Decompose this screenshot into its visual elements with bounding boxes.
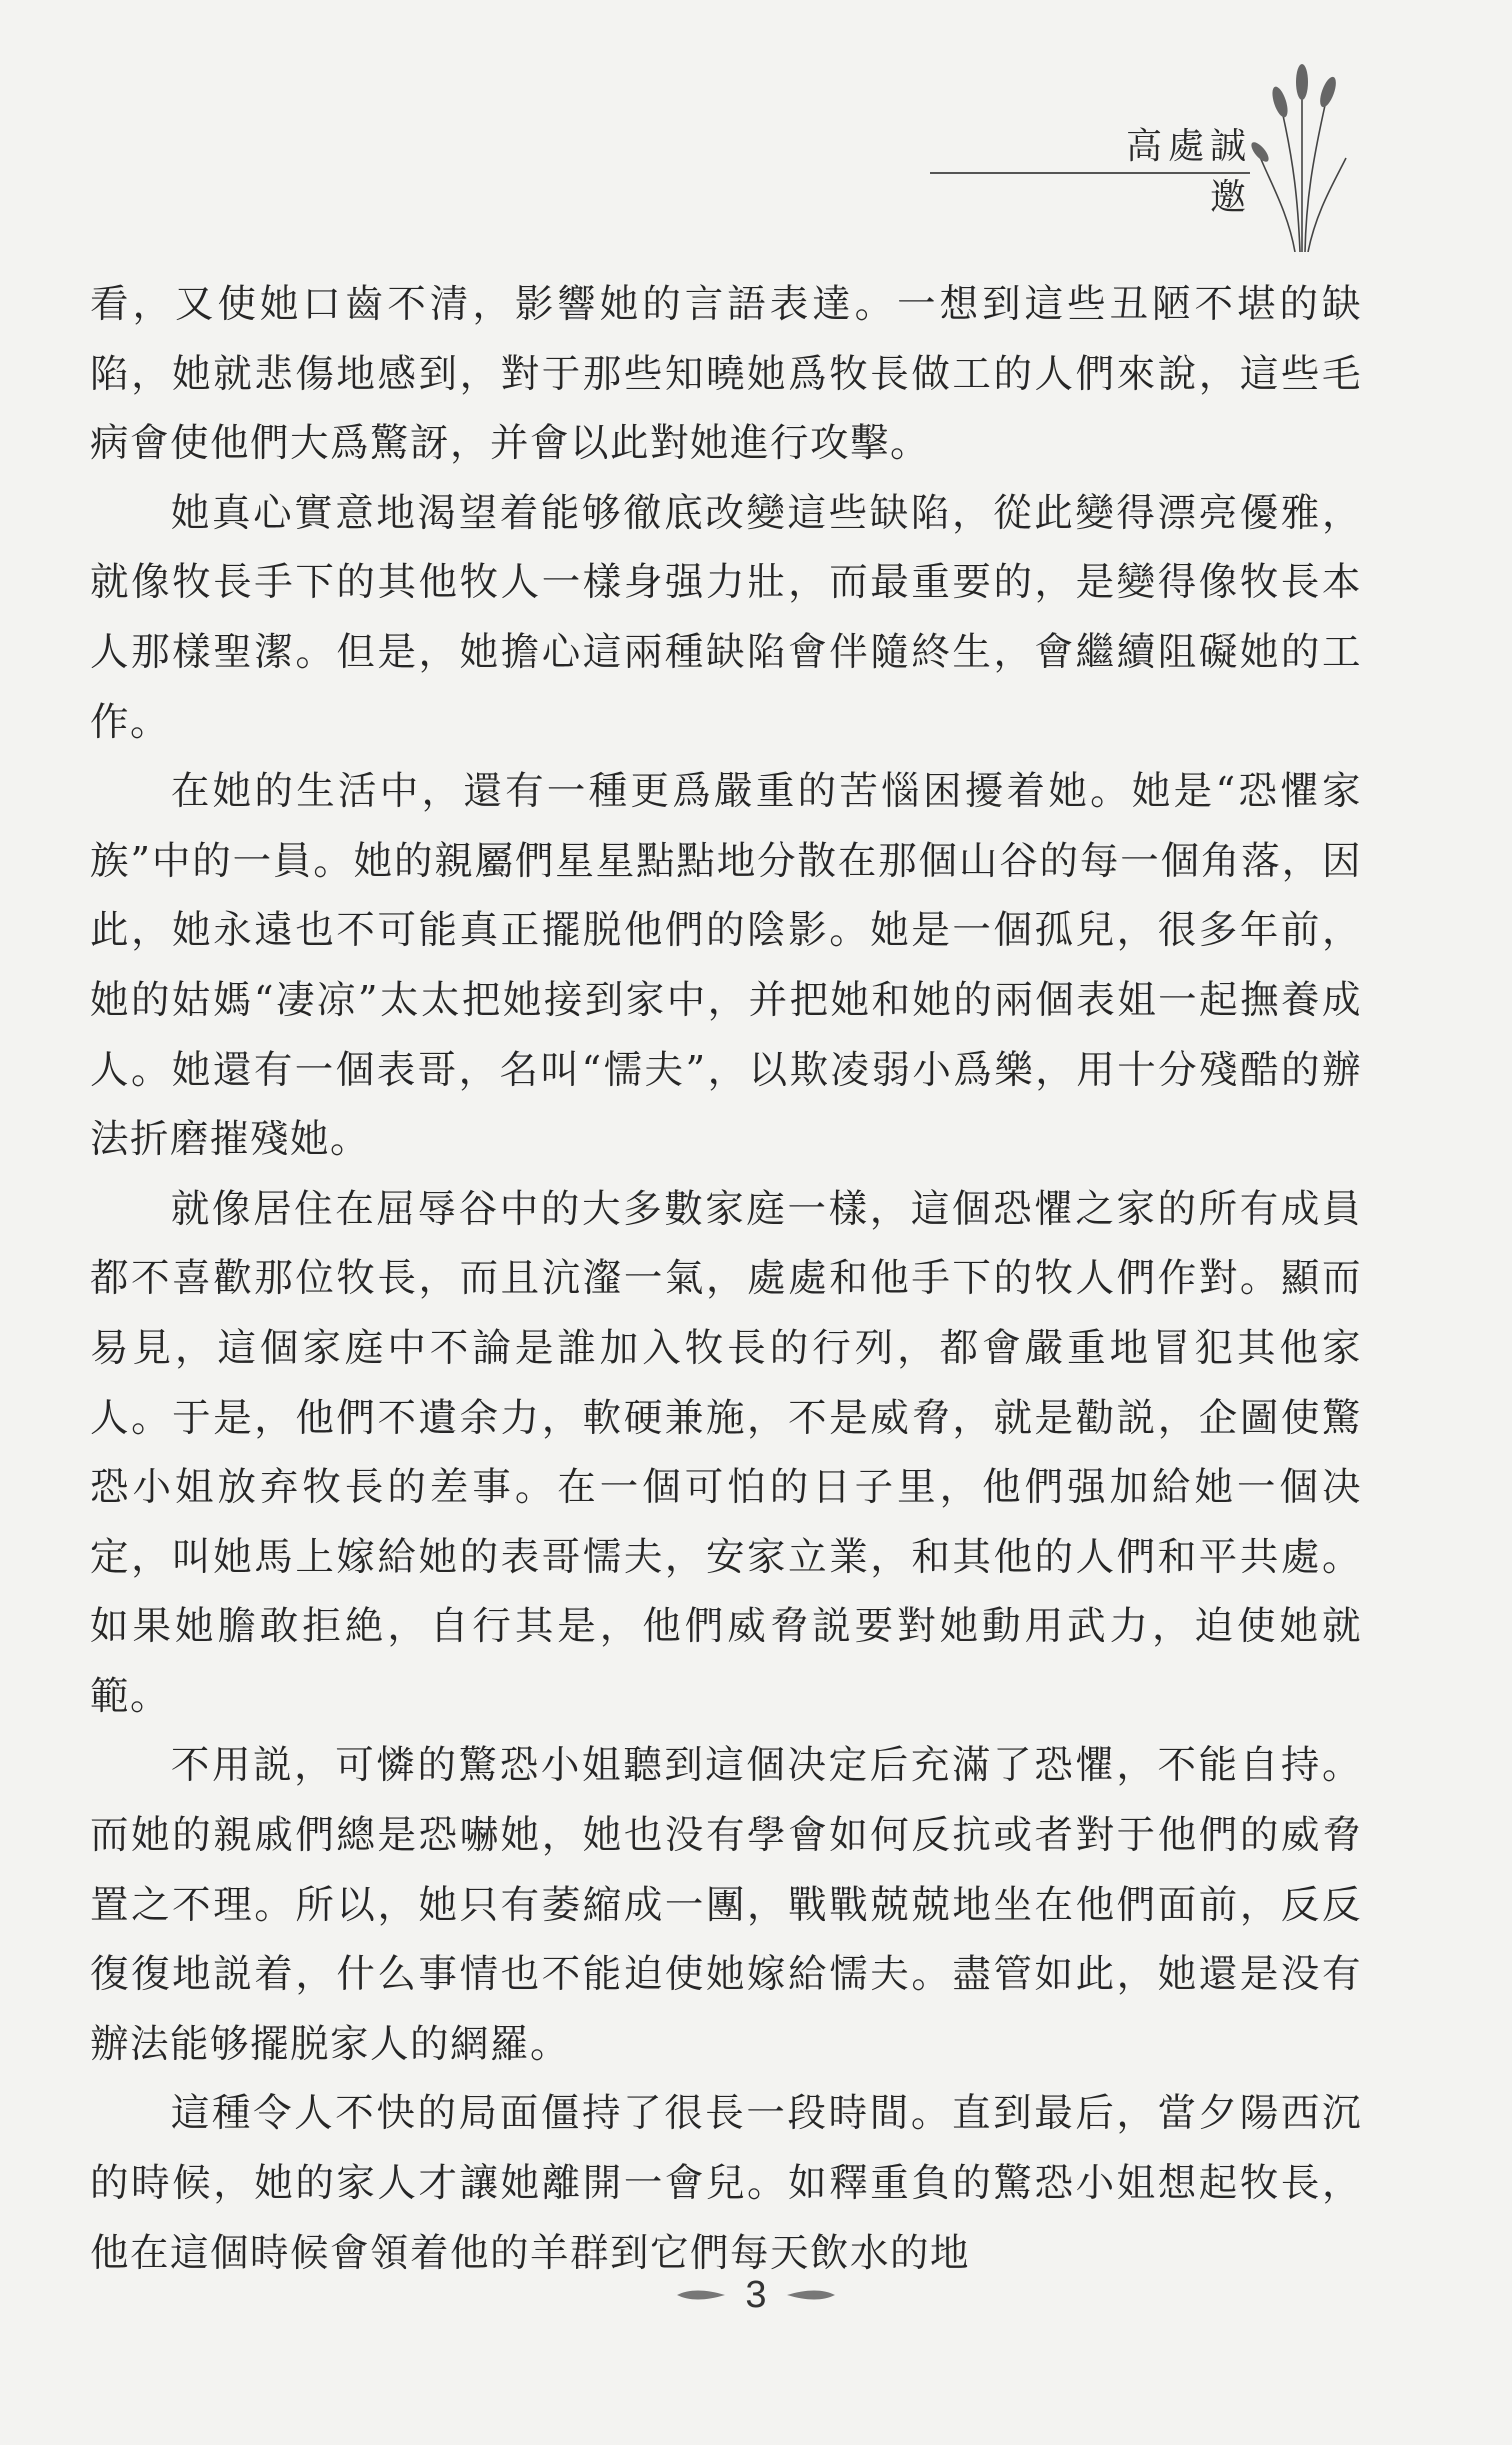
header-rule (930, 172, 1250, 174)
running-title: 高處誠邀 (1125, 126, 1252, 218)
right-ornament-icon (785, 2288, 837, 2302)
page-footer (0, 2270, 1512, 2320)
left-ornament-icon (675, 2288, 727, 2302)
paragraph-2: 她真心實意地渴望着能够徹底改變這些缺陷，從此變得漂亮優雅，就像牧長手下的其他牧人一樣身强力壯，而最重要的，是變得像牧長本人那樣聖潔。但是，她擔心這兩種缺陷會伴隨終生，會繼續阻礙她的工作。 (90, 490, 1362, 745)
paragraph-3: 在她的生活中，還有一種更爲嚴重的苦惱困擾着她。她是“恐懼家族”中的一員。她的親屬們星星點點地分散在那個山谷的每一個角落，因此，她永遠也不可能真正擺脱他們的陰影。她是一個孤兒，很多年前，她的姑媽“凄凉”太太把她接到家中，并把她和她的兩個表姐一起撫養成人。她還有一個表哥，名叫“懦夫”，以欺凌弱小爲樂，用十分殘酷的辦法折磨摧殘她。 (90, 769, 1362, 1163)
paragraph-6: 這種令人不快的局面僵持了很長一段時間。直到最后，當夕陽西沉的時候，她的家人才讓她離開一會兒。如釋重負的驚恐小姐想起牧長，他在這個時候會領着他的羊群到它們每天飲水的地 (90, 2091, 1362, 2276)
body-text (90, 270, 1362, 2288)
page-number: 3 (745, 2273, 767, 2316)
paragraph-1: 看，又使她口齒不清，影響她的言語表達。一想到這些丑陋不堪的缺陷，她就悲傷地感到，對于那些知曉她爲牧長做工的人們來說，這些毛病會使他們大爲驚訝，并會以此對她進行攻擊。 (90, 282, 1362, 467)
paragraph-4: 就像居住在屈辱谷中的大多數家庭一樣，這個恐懼之家的所有成員都不喜歡那位牧長，而且沆瀣一氣，處處和他手下的牧人們作對。顯而易見，這個家庭中不論是誰加入牧長的行列，都會嚴重地冒犯其他家人。于是，他們不遺余力，軟硬兼施，不是威脅，就是勸説，企圖使驚恐小姐放弃牧長的差事。在一個可怕的日子里，他們强加給她一個决定，叫她馬上嫁給她的表哥懦夫，安家立業，和其他的人們和平共處。如果她膽敢拒絶，自行其是，他們威脅説要對她動用武力，迫使她就範。 (90, 1186, 1362, 1719)
wheat-ornament-icon (1250, 62, 1350, 252)
paragraph-5: 不用説，可憐的驚恐小姐聽到這個决定后充滿了恐懼，不能自持。而她的親戚們總是恐嚇她，她也没有學會如何反抗或者對于他們的威脅置之不理。所以，她只有萎縮成一團，戰戰兢兢地坐在他們面前，反反復復地説着，什么事情也不能迫使她嫁給懦夫。盡管如此，她還是没有辦法能够擺脱家人的網羅。 (90, 1743, 1362, 2067)
